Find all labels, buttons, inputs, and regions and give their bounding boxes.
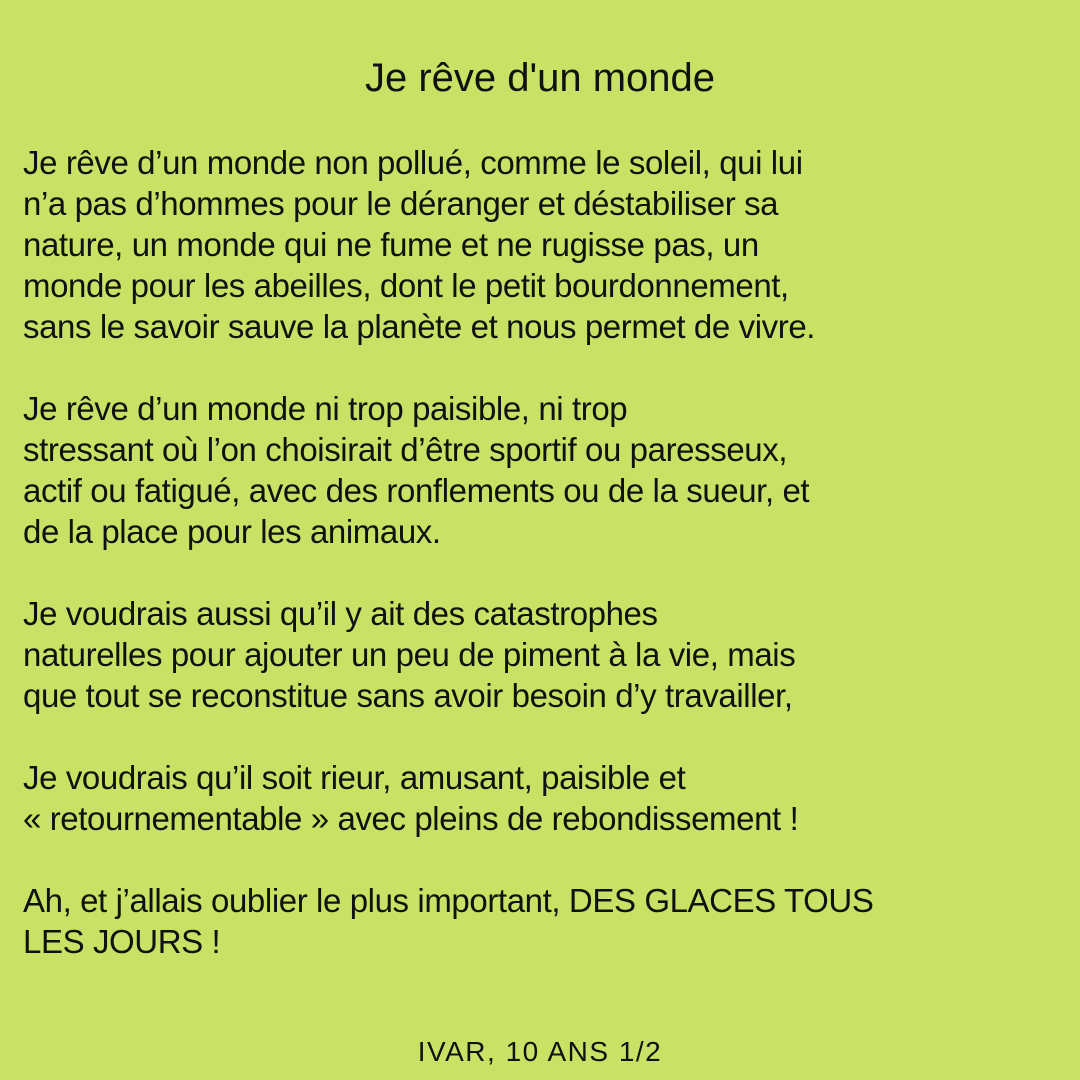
poem-line: actif ou fatigué, avec des ronflements ou de la sueur, et (23, 472, 810, 509)
poem-line: nature, un monde qui ne fume et ne rugisse pas, un (23, 226, 759, 263)
stanza-1 (23, 142, 1063, 347)
poem-title: Je rêve d'un monde (364, 56, 716, 100)
poem-line: « retournementable » avec pleins de rebondissement ! (23, 800, 799, 837)
poem-line: Je rêve d’un monde non pollué, comme le soleil, qui lui (23, 144, 803, 181)
poem-body (23, 142, 1063, 1003)
poem-line: de la place pour les animaux. (23, 513, 441, 550)
stanza-4 (23, 757, 1063, 839)
poem-line: Je rêve d’un monde ni trop paisible, ni trop (23, 390, 628, 427)
stanza-3 (23, 593, 1063, 716)
author-signature: IVAR, 10 ANS 1/2 (417, 1036, 663, 1067)
poem-line: naturelles pour ajouter un peu de piment à la vie, mais (23, 636, 796, 673)
stanza-5 (23, 880, 1063, 962)
poem-line: sans le savoir sauve la planète et nous permet de vivre. (23, 308, 816, 345)
poem-line: stressant où l’on choisirait d’être sportif ou paresseux, (23, 431, 788, 468)
poem-line: Ah, et j’allais oublier le plus important, DES GLACES TOUS (23, 882, 874, 919)
poem-line: que tout se reconstitue sans avoir besoin d’y travailler, (23, 677, 793, 714)
stanza-2 (23, 388, 1063, 552)
poem-line: monde pour les abeilles, dont le petit bourdonnement, (23, 267, 789, 304)
poem-line: Je voudrais qu’il soit rieur, amusant, paisible et (23, 759, 686, 796)
poem-line: Je voudrais aussi qu’il y ait des catastrophes (23, 595, 658, 632)
poem-line: n’a pas d’hommes pour le déranger et déstabiliser sa (23, 185, 779, 222)
poem-line: LES JOURS ! (23, 923, 221, 960)
